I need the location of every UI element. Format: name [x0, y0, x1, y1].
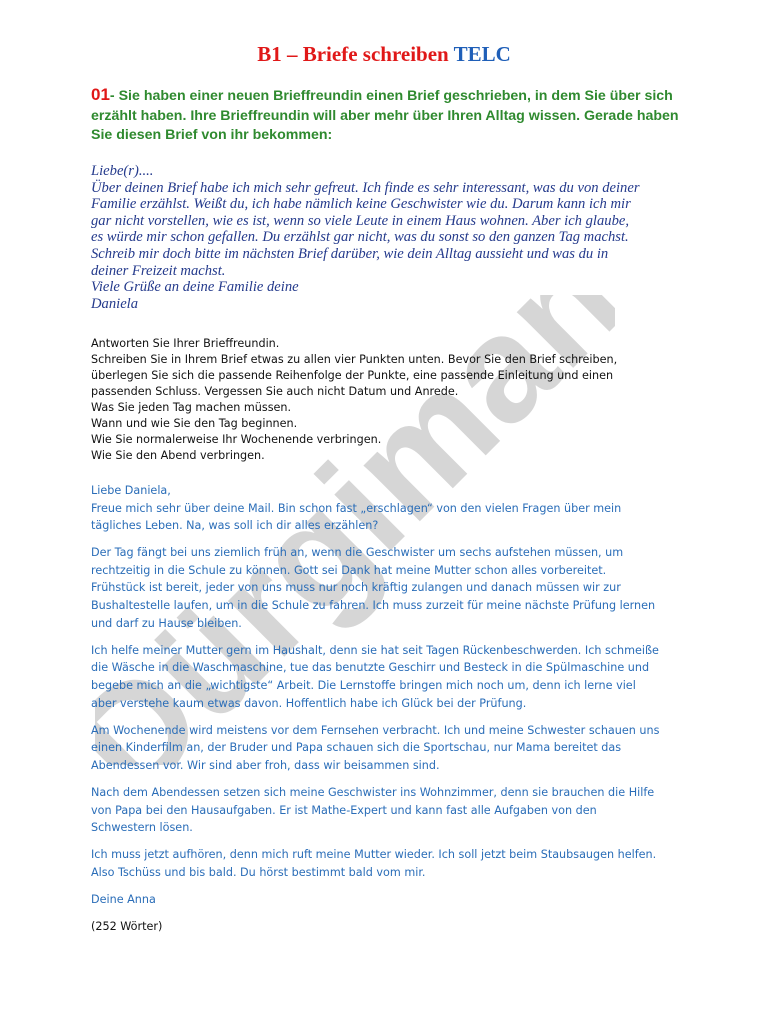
- received-letter: [91, 163, 691, 312]
- instruction-line: passenden Schluss. Vergessen Sie auch nicht Datum und Anrede.: [91, 385, 459, 398]
- task-number: 01: [91, 85, 110, 104]
- word-count: (252 Wörter): [91, 920, 163, 933]
- received-letter-line: Liebe(r)....: [91, 163, 154, 179]
- page-title: [0, 42, 768, 67]
- answer-paragraph: Nach dem Abendessen setzen sich meine Geschwister ins Wohnzimmer, denn sie brauchen die Hilfe von Papa bei den Hausaufgaben. Er ist Mathe-Expert und kann fast alle Aufgaben von den Schwestern lösen.: [91, 785, 655, 835]
- answer-paragraph: Der Tag fängt bei uns ziemlich früh an, wenn die Geschwister um sechs aufstehen müssen, um rechtzeitig in die Schule zu können. Gott sei Dank hat meine Mutter schon alles vorbereitet. Frühstück ist bereit, jeder von uns muss nur noch kräftig zulangen und danach müssen wir zur Bushaltestelle laufen, um in die Schule zu fahren. Ich muss zurzeit für meine nächste Prüfung lernen und darf zu Hause bleiben.: [91, 546, 656, 630]
- answer-paragraph: Ich helfe meiner Mutter gern im Haushalt, denn sie hat seit Tagen Rückenbeschwerden. Ich schmeiße die Wäsche in die Waschmaschine, tue das benutzte Geschirr und Besteck in die Spülmaschine und begebe mich an die „wichtigste“ Arbeit. Die Lernstoffe bringen mich noch um, denn ich lerne viel aber verstehe kaum etwas davon. Hoffentlich habe ich Glück bei der Prüfung.: [91, 643, 659, 710]
- answer-letter: [91, 482, 671, 918]
- title-main: B1 – Briefe schreiben: [257, 42, 454, 66]
- title-exam: TELC: [453, 42, 511, 66]
- instruction-line: Wie Sie den Abend verbringen.: [91, 449, 265, 462]
- received-letter-line: deiner Freizeit machst.: [91, 262, 226, 279]
- answer-paragraph: Am Wochenende wird meistens vor dem Fernsehen verbracht. Ich und meine Schwester schauen uns einen Kinderfilm an, der Bruder und Papa schauen sich die Sportschau, nur Mama bereitet das Abendessen vor. Wir sind aber froh, dass wir beisammen sind.: [91, 723, 660, 772]
- answer-paragraph: Ich muss jetzt aufhören, denn mich ruft meine Mutter wieder. Ich soll jetzt beim Staubsaugen helfen. Also Tschüss und bis bald. Du hörst bestimmt bald vom mir.: [91, 848, 657, 879]
- received-letter-line: Über deinen Brief habe ich mich sehr gefreut. Ich finde es sehr interessant, was du von deiner: [91, 179, 640, 196]
- received-letter-line: Schreib mir doch bitte im nächsten Brief darüber, wie dein Alltag aussieht und was du in: [91, 245, 609, 262]
- instruction-line: Wie Sie normalerweise Ihr Wochenende verbringen.: [91, 433, 382, 446]
- answer-paragraph: Liebe Daniela, Freue mich sehr über deine Mail. Bin schon fast „erschlagen“ von den vielen Fragen über mein tägliches Leben. Na, was soll ich dir alles erzählen?: [91, 484, 622, 533]
- instruction-line: überlegen Sie sich die passende Reihenfolge der Punkte, eine passende Einleitung und einen: [91, 369, 614, 382]
- instruction-line: Wann und wie Sie den Tag beginnen.: [91, 417, 298, 430]
- task-text: - Sie haben einer neuen Brieffreundin einen Brief geschrieben, in dem Sie über sich erzählt haben. Ihre Brieffreundin will aber mehr über Ihren Alltag wissen. Gerade haben Sie diesen Brief von ihr bekommen:: [91, 88, 679, 143]
- instructions: [91, 336, 691, 464]
- watermark-text: Dürgiman: [95, 295, 615, 765]
- received-letter-line: Viele Grüße an deine Familie deine: [91, 279, 299, 296]
- received-letter-line: es würde mir schon gefallen. Du erzählst gar nicht, was du sonst so den ganzen Tag machst.: [91, 229, 629, 246]
- received-letter-line: gar nicht vorstellen, wie es ist, wenn so viele Leute in einem Haus wohnen. Aber ich glaube,: [91, 212, 629, 229]
- answer-paragraph: Deine Anna: [91, 892, 156, 906]
- received-letter-line: Familie erzählst. Weißt du, ich habe nämlich keine Geschwister wie du. Darum kann ich mir: [91, 196, 631, 213]
- instruction-line: Antworten Sie Ihrer Brieffreundin.: [91, 337, 280, 350]
- instruction-line: Was Sie jeden Tag machen müssen.: [91, 401, 292, 414]
- task-description: [91, 85, 681, 146]
- received-letter-line: Daniela: [91, 295, 139, 312]
- instruction-line: Schreiben Sie in Ihrem Brief etwas zu allen vier Punkten unten. Bevor Sie den Brief schreiben,: [91, 353, 618, 366]
